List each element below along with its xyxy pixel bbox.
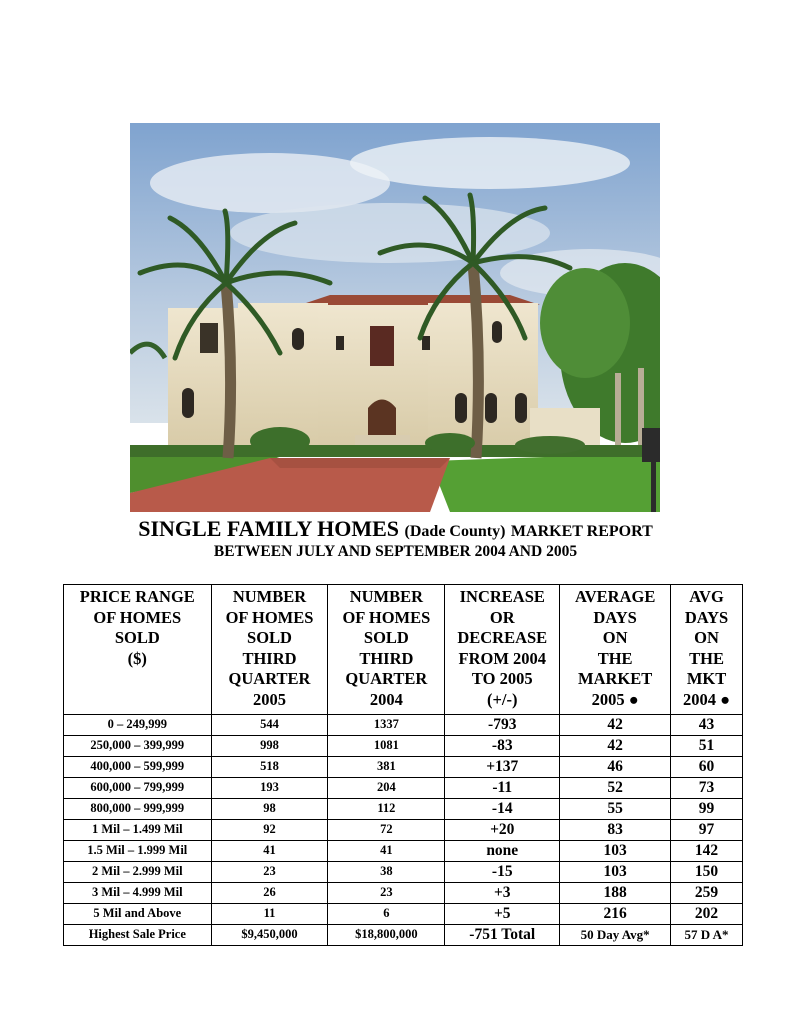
cell-range: 2 Mil – 2.999 Mil — [64, 861, 212, 882]
cell-days-2005: 46 — [560, 756, 671, 777]
cell-sold-2005: 92 — [211, 819, 328, 840]
cell-days-2005: 52 — [560, 777, 671, 798]
cell-days-2004: 142 — [671, 840, 743, 861]
cell-days-2004: 73 — [671, 777, 743, 798]
cell-days-2005: 216 — [560, 903, 671, 924]
table-row — [64, 714, 743, 735]
report-subtitle: BETWEEN JULY AND SEPTEMBER 2004 AND 2005 — [213, 543, 578, 560]
cell-days-2004: 99 — [671, 798, 743, 819]
cell-sold-2005: 998 — [211, 735, 328, 756]
cell-sold-2005: 41 — [211, 840, 328, 861]
cell-sold-2004: 23 — [328, 882, 445, 903]
cell-days-2005: 55 — [560, 798, 671, 819]
market-report-table — [63, 584, 743, 946]
cell-sold-2005: 26 — [211, 882, 328, 903]
cell-days-2005: 83 — [560, 819, 671, 840]
cell-days-2004: 51 — [671, 735, 743, 756]
table-row — [64, 882, 743, 903]
cell-range: 5 Mil and Above — [64, 903, 212, 924]
cell-days-2005: 42 — [560, 714, 671, 735]
cell-change: -15 — [445, 861, 560, 882]
cell-sold-2004: 1081 — [328, 735, 445, 756]
header-avg-days-2005: AVERAGE DAYS ON THE MARKET 2005 ● — [560, 585, 671, 715]
title-main: SINGLE FAMILY HOMES — [138, 516, 400, 541]
cell-days-2004: 60 — [671, 756, 743, 777]
header-avg-days-2004: AVG DAYS ON THE MKT 2004 ● — [671, 585, 743, 715]
cell-days-2004: 43 — [671, 714, 743, 735]
cell-sold-2005: 23 — [211, 861, 328, 882]
cell-sold-2005: 518 — [211, 756, 328, 777]
cell-sold-2004: 112 — [328, 798, 445, 819]
header-price-range: PRICE RANGE OF HOMES SOLD ($) — [64, 585, 212, 715]
cell-change: +137 — [445, 756, 560, 777]
cell-avg-2005: 50 Day Avg* — [560, 924, 671, 945]
table-row — [64, 861, 743, 882]
header-sold-2004: NUMBER OF HOMES SOLD THIRD QUARTER 2004 — [328, 585, 445, 715]
cell-change: +5 — [445, 903, 560, 924]
title-tail: MARKET REPORT — [510, 523, 653, 540]
cell-days-2004: 259 — [671, 882, 743, 903]
cell-days-2005: 42 — [560, 735, 671, 756]
cell-avg-2004: 57 D A* — [671, 924, 743, 945]
cell-range: 0 – 249,999 — [64, 714, 212, 735]
cell-range: 600,000 – 799,999 — [64, 777, 212, 798]
title-county: (Dade County) — [404, 523, 506, 540]
cell-sold-2004: 6 — [328, 903, 445, 924]
house-photo — [130, 123, 660, 512]
cell-range: 3 Mil – 4.999 Mil — [64, 882, 212, 903]
cell-days-2005: 103 — [560, 861, 671, 882]
header-change: INCREASE OR DECREASE FROM 2004 TO 2005 (+/-) — [445, 585, 560, 715]
cell-range: 250,000 – 399,999 — [64, 735, 212, 756]
cell-highest-2004: $18,800,000 — [328, 924, 445, 945]
cell-range: 400,000 – 599,999 — [64, 756, 212, 777]
cell-change: +3 — [445, 882, 560, 903]
cell-sold-2004: 204 — [328, 777, 445, 798]
cell-range: 800,000 – 999,999 — [64, 798, 212, 819]
cell-sold-2004: 1337 — [328, 714, 445, 735]
table-row — [64, 756, 743, 777]
table-row — [64, 798, 743, 819]
cell-sold-2005: 193 — [211, 777, 328, 798]
table-row — [64, 903, 743, 924]
cell-days-2004: 97 — [671, 819, 743, 840]
cell-sold-2005: 11 — [211, 903, 328, 924]
cell-highest-2005: $9,450,000 — [211, 924, 328, 945]
table-header-row — [64, 585, 743, 715]
cell-sold-2005: 544 — [211, 714, 328, 735]
cell-change: -14 — [445, 798, 560, 819]
cell-range: 1.5 Mil – 1.999 Mil — [64, 840, 212, 861]
cell-change: -83 — [445, 735, 560, 756]
table-row — [64, 735, 743, 756]
cell-sold-2004: 41 — [328, 840, 445, 861]
header-sold-2005: NUMBER OF HOMES SOLD THIRD QUARTER 2005 — [211, 585, 328, 715]
mansion-image — [130, 123, 660, 512]
cell-sold-2004: 72 — [328, 819, 445, 840]
cell-sold-2004: 38 — [328, 861, 445, 882]
cell-days-2004: 150 — [671, 861, 743, 882]
cell-days-2005: 188 — [560, 882, 671, 903]
report-title — [0, 516, 791, 542]
cell-days-2004: 202 — [671, 903, 743, 924]
cell-change: +20 — [445, 819, 560, 840]
cell-change: -793 — [445, 714, 560, 735]
table-row — [64, 777, 743, 798]
cell-range: 1 Mil – 1.499 Mil — [64, 819, 212, 840]
cell-change: -11 — [445, 777, 560, 798]
cell-sold-2004: 381 — [328, 756, 445, 777]
table-row — [64, 819, 743, 840]
cell-sold-2005: 98 — [211, 798, 328, 819]
cell-total-change: -751 Total — [445, 924, 560, 945]
cell-change: none — [445, 840, 560, 861]
table-footer-row — [64, 924, 743, 945]
table-row — [64, 840, 743, 861]
cell-days-2005: 103 — [560, 840, 671, 861]
cell-highest-label: Highest Sale Price — [64, 924, 212, 945]
